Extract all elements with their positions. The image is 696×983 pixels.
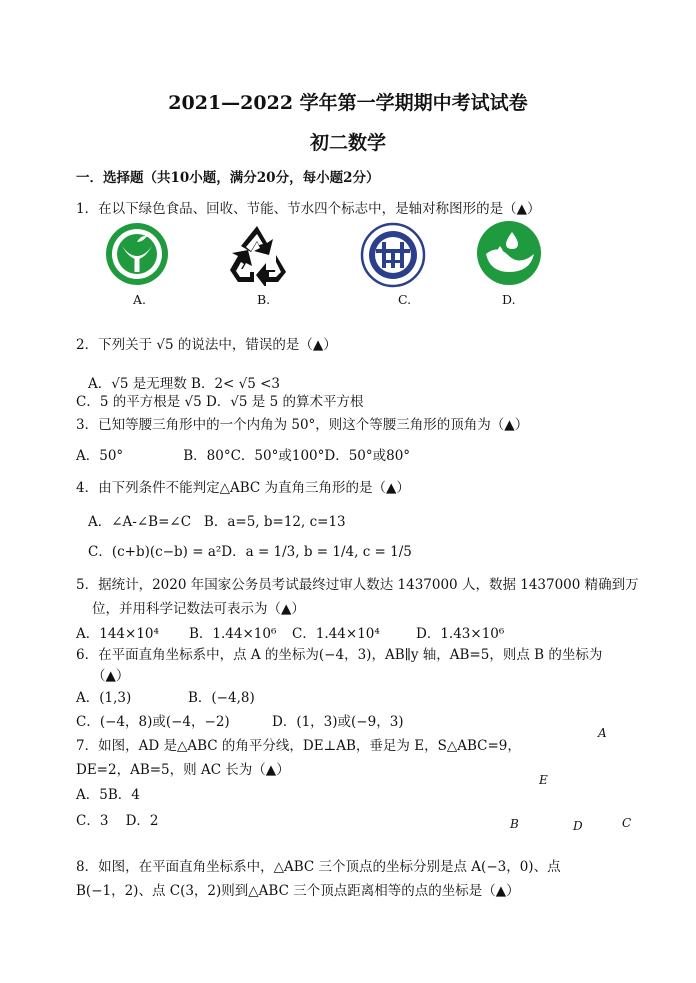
question-6-option-d: D．(1，3)或(−9，3) — [272, 714, 404, 730]
section-heading: 一．选择题（共10小题，满分20分，每小题2分） — [76, 170, 380, 186]
question-6-stem-line2: （▲） — [92, 668, 130, 684]
question-5-stem-line2: 位，并用科学记数法可表示为（▲） — [92, 601, 305, 617]
question-2-options-line1: A．√5 是无理数 B．2< √5 <3 — [88, 376, 281, 392]
question-2-options-line2: C．5 的平方根是 √5 D．√5 是 5 的算术平方根 — [76, 394, 364, 410]
question-6-option-c: C．(−4，8)或(−4，−2) — [76, 714, 230, 730]
question-8-stem-line1: 8．如图，在平面直角坐标系中，△ABC 三个顶点的坐标分别是点 A(−3，0)、点 — [76, 859, 561, 875]
question-1-stem: 1．在以下绿色食品、回收、节能、节水四个标志中，是轴对称图形的是（▲） — [76, 201, 541, 217]
question-5-option-a: A．144×10⁴ — [76, 626, 159, 642]
question-5-option-b: B．1.44×10⁶ — [189, 626, 277, 642]
question-4-options-line1: A．∠A-∠B=∠C B．a=5, b=12, c=13 — [88, 514, 346, 530]
question-5-stem-line1: 5．据统计，2020 年国家公务员考试最终过审人数达 1437000 人，数据 1437000 精确到万 — [76, 577, 639, 593]
question-7-stem-line2: DE=2，AB=5，则 AC 长为（▲） — [76, 762, 290, 778]
figure-label-a: A — [598, 726, 607, 740]
option-d-label: D. — [502, 292, 516, 307]
figure-label-b: B — [510, 817, 519, 831]
figure-label-d: D — [573, 819, 583, 833]
option-a-label: A. — [133, 292, 147, 307]
question-4-options-line2: C．(c+b)(c−b) = a²D．a = 1/3, b = 1/4, c = 1/5 — [88, 544, 412, 560]
question-5-option-d: D．1.43×10⁶ — [416, 626, 505, 642]
question-2-stem: 2．下列关于 √5 的说法中，错误的是（▲） — [76, 337, 337, 353]
water-saving-logo-icon — [476, 220, 542, 286]
question-7-options-line2: C．3 D．2 — [76, 813, 159, 829]
page-title: 2021—2022 学年第一学期期中考试试卷 — [168, 92, 528, 114]
question-3-stem: 3．已知等腰三角形中的一个内角为 50°，则这个等腰三角形的顶角为（▲） — [76, 417, 529, 433]
figure-label-c: C — [622, 816, 632, 830]
energy-saving-logo-icon — [360, 222, 426, 288]
option-c-label: C. — [398, 292, 412, 307]
question-8-stem-line2: B(−1，2)、点 C(3，2)则到△ABC 三个顶点距离相等的点的坐标是（▲） — [76, 883, 520, 899]
question-6-stem-line1: 6．在平面直角坐标系中，点 A 的坐标为(−4，3)，AB∥y 轴，AB=5，则点 B 的坐标为 — [76, 647, 603, 663]
figure-label-e: E — [539, 773, 548, 787]
question-5-option-c: C．1.44×10⁴ — [292, 626, 380, 642]
question-6-option-a: A．(1,3) — [76, 690, 132, 706]
question-3-options: A．50° B．80°C．50°或100°D．50°或80° — [76, 448, 411, 464]
recycle-logo-icon — [224, 222, 290, 286]
question-7-stem-line1: 7．如图，AD 是△ABC 的角平分线，DE⊥AB，垂足为 E，S△ABC=9， — [76, 738, 521, 754]
page-subtitle: 初二数学 — [309, 132, 386, 154]
option-b-label: B. — [257, 292, 271, 307]
green-food-logo-icon — [105, 222, 169, 286]
question-4-stem: 4．由下列条件不能判定△ABC 为直角三角形的是（▲） — [76, 480, 410, 496]
question-7-options-line1: A．5B．4 — [76, 787, 140, 803]
question-6-option-b: B．(−4,8) — [188, 690, 255, 706]
